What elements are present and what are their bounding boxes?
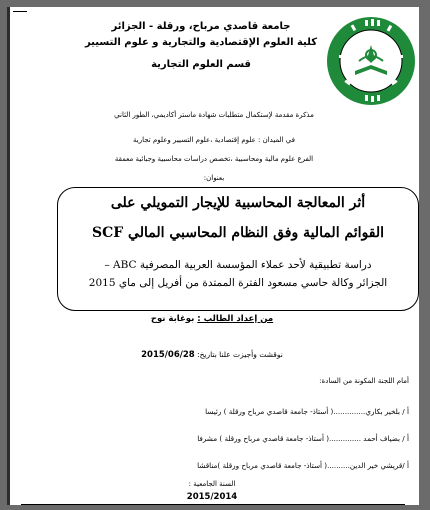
branch-description: الفرع علوم مالية ومحاسبية ،تخصص دراسات محاسبية وجبائية معمقة	[114, 155, 314, 163]
jury-member-examiner: أ /قريشي خير الدين..........( أستاذ- جامعة قاصدي مرباح ورقلة )مناقشا	[197, 461, 409, 470]
faculty-name: كلية العلوم الإقتصادية والتجارية و علوم التسيير	[84, 37, 318, 48]
page-edge-shadow	[7, 7, 10, 505]
defense-line	[87, 349, 337, 361]
thesis-subtitle-line-2: الجزائر وكالة حاسي مسعود الفترة الممتدة من أفريل إلى ماي 2015	[88, 277, 388, 289]
university-name: جامعة قاصدي مرباح، ورقلة - الجزائر	[111, 21, 291, 32]
student-name: بوغابة نوح	[150, 314, 195, 324]
title-intro: بعنوان:	[203, 174, 225, 182]
thesis-title-line-1: أثر المعالجة المحاسبية للإيجار التمويلي على	[110, 195, 366, 211]
frame-corner-line	[13, 11, 27, 12]
department-name: قسم العلوم التجارية	[151, 59, 251, 70]
thesis-title-box	[57, 187, 419, 311]
jury-member-supervisor: أ / بضياف أحمد ..............( أستاذ- جامعة قاصدي مرباح ورقلة ) مشرفا	[197, 434, 409, 443]
bottom-border-line	[21, 504, 405, 505]
university-logo	[325, 15, 417, 107]
student-line	[87, 313, 337, 325]
defense-date: 2015/06/28	[141, 350, 195, 360]
document-page	[7, 7, 419, 505]
jury-label: أمام اللجنة المكونة من السادة:	[319, 377, 409, 385]
academic-year-value: 2015/2014	[186, 492, 238, 502]
memo-description: مذكرة مقدمة لإستكمال متطلبات شهادة ماستر أكاديمي، الطور الثاني	[114, 111, 314, 119]
institution-header	[79, 19, 323, 73]
field-description: في الميدان : علوم إقتصادية ،علوم التسيير وعلوم تجارية	[133, 136, 295, 144]
jury-member-president: أ / بلخير بكاري..............( أستاذ- جامعة قاصدي مرباح ورقلة ) رئيسا	[205, 407, 409, 416]
thesis-subtitle-line-1: دراسة تطبيقية لأحد عملاء المؤسسة العربية المصرفية ABC –	[104, 259, 372, 271]
academic-year-label: السنة الجامعية :	[188, 480, 236, 488]
defense-text: نوقشت وأجيزت علنا بتاريخ:	[197, 350, 283, 359]
student-label: من إعداد الطالب :	[197, 314, 274, 324]
thesis-title-line-2: القوائم المالية وفق النظام المحاسبي المالي SCF	[91, 225, 385, 241]
